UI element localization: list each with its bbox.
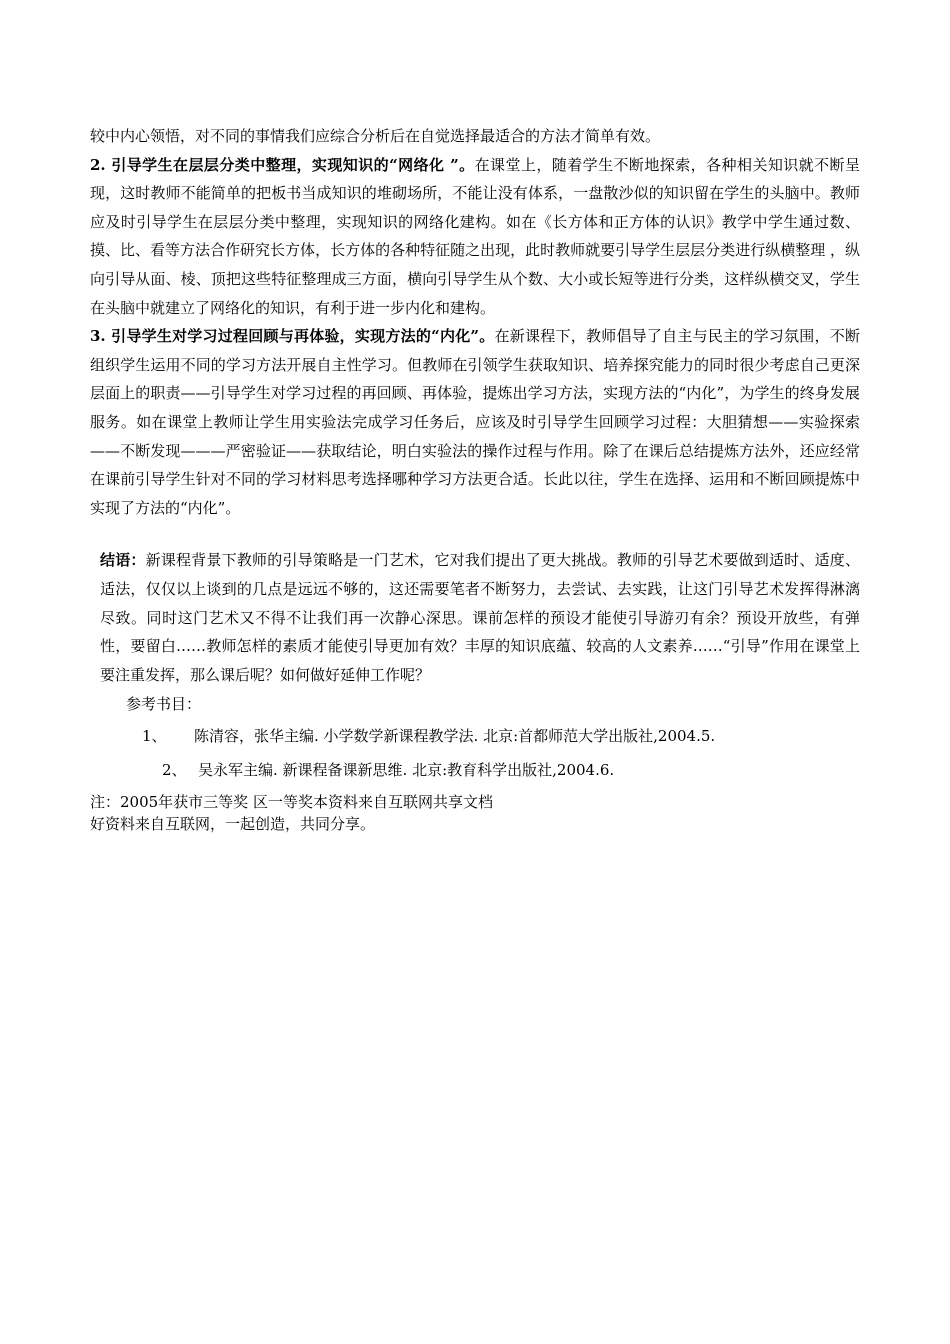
conclusion-body: 新课程背景下教师的引导策略是一门艺术，它对我们提出了更大挑战。教师的引导艺术要做到适时、适度、适法，仅仅以上谈到的几点是远远不够的，这还需要笔者不断努力，去尝试、去实践，让这门引导艺术发挥得淋漓尽致。同时这门艺术又不得不让我们再一次静心深思。课前怎样的预设才能使引导游刃有余？预设开放些，有弹性，要留白……教师怎样的素质才能使引导更加有效？丰厚的知识底蕴、较高的人文素养……“引导”作用在课堂上要注重发挥，那么课后呢？如何做好延伸工作呢？ bbox=[100, 551, 860, 684]
section-2-paragraph bbox=[90, 151, 860, 323]
section-3-heading: 3. 引导学生对学习过程回顾与再体验，实现方法的“内化”。 bbox=[90, 327, 495, 346]
blank-line bbox=[90, 522, 860, 546]
reference-number: 1、 bbox=[142, 727, 167, 746]
reference-item bbox=[90, 753, 860, 787]
section-2-heading: 2. 引导学生在层层分类中整理，实现知识的“网络化 ”。 bbox=[90, 155, 475, 174]
conclusion-label: 结语： bbox=[100, 551, 146, 570]
document-page bbox=[90, 122, 860, 835]
intro-paragraph: 较中内心领悟，对不同的事情我们应综合分析后在自觉选择最适合的方法才简单有效。 bbox=[90, 127, 661, 145]
award-note: 注：2005年获市三等奖 区一等奖本资料来自互联网共享文档 bbox=[90, 793, 493, 812]
references-title: 参考书目： bbox=[126, 695, 202, 714]
conclusion-paragraph bbox=[90, 546, 860, 689]
reference-text: 吴永军主编. 新课程备课新思维. 北京:教育科学出版社,2004.6. bbox=[198, 761, 615, 780]
section-2-body: 在课堂上，随着学生不断地探索，各种相关知识就不断呈现，这时教师不能简单的把板书当成知识的堆砌场所，不能让没有体系，一盘散沙似的知识留在学生的头脑中。教师应及时引导学生在层层分类中整理，实现知识的网络化建构。如在《长方体和正方体的认识》教学中学生通过数、摸、比、看等方法合作研究长方体，长方体的各种特征随之出现，此时教师就要引导学生层层分类进行纵横整理 ，纵向引导从面、棱、顶把这些特征整理成三方面，横向引导学生从个数、大小或长短等进行分类，这样纵横交叉，学生在头脑中就建立了网络化的知识，有利于进一步内化和建构。 bbox=[90, 155, 860, 317]
section-3-paragraph bbox=[90, 322, 860, 522]
footer-line: 好资料来自互联网，一起创造，共同分享。 bbox=[90, 815, 376, 834]
reference-number: 2、 bbox=[162, 761, 187, 780]
section-3-body: 在新课程下，教师倡导了自主与民主的学习氛围，不断组织学生运用不同的学习方法开展自主性学习。但教师在引领学生获取知识、培养探究能力的同时很少考虑自己更深层面上的职责——引导学生对学习过程的再回顾、再体验，提炼出学习方法，实现方法的“内化”，为学生的终身发展服务。如在课堂上教师让学生用实验法完成学习任务后，应该及时引导学生回顾学习过程：大胆猜想——实验探索——不断发现———严密验证——获取结论，明白实验法的操作过程与作用。除了在课后总结提炼方法外，还应经常在课前引导学生针对不同的学习材料思考选择哪种学习方法更合适。长此以往，学生在选择、运用和不断回顾提炼中实现了方法的“内化”。 bbox=[90, 327, 860, 517]
reference-text: 陈清容，张华主编. 小学数学新课程教学法. 北京:首都师范大学出版社,2004.5. bbox=[194, 727, 716, 746]
reference-item bbox=[90, 719, 860, 753]
